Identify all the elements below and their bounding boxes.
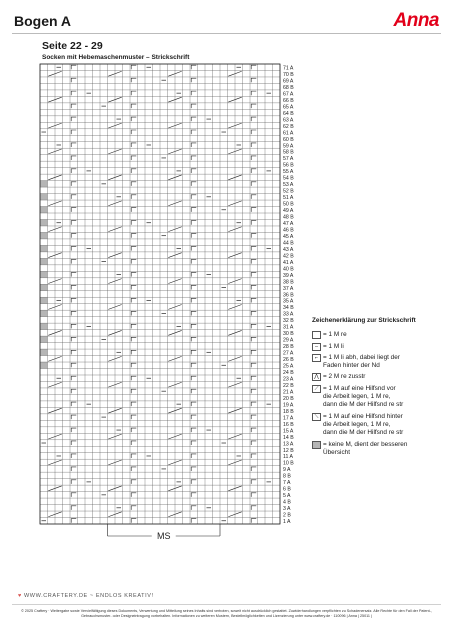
row-label: 67 A bbox=[283, 91, 294, 98]
row-label: 23 A bbox=[283, 376, 294, 383]
row-label: 9 A bbox=[283, 467, 291, 474]
legend-item bbox=[312, 441, 448, 458]
no-stitch-cell bbox=[40, 362, 48, 368]
legend-item bbox=[312, 373, 448, 381]
no-stitch-cell bbox=[40, 284, 48, 290]
row-label: 11 A bbox=[283, 454, 293, 461]
row-label: 42 B bbox=[283, 253, 294, 260]
section-title: Seite 22 - 29 bbox=[42, 40, 103, 52]
row-label: 59 A bbox=[283, 143, 294, 150]
legend-symbol-icon bbox=[312, 441, 321, 449]
row-label: 48 B bbox=[283, 214, 294, 221]
row-label: 3 A bbox=[283, 506, 291, 513]
legend-symbol-icon: – bbox=[312, 343, 321, 351]
legend-text: = 1 M auf eine Hilfsnd vor die Arbeit legen, 1 M re, dann die M der Hilfsnd re str bbox=[323, 384, 404, 409]
footer-divider bbox=[12, 604, 441, 605]
row-label: 22 B bbox=[283, 382, 294, 389]
no-stitch-cell bbox=[40, 194, 48, 200]
row-label: 27 A bbox=[283, 350, 294, 357]
legend-symbol-icon: ⌐ bbox=[312, 354, 321, 362]
legend-item bbox=[312, 413, 448, 438]
row-label: 38 B bbox=[283, 279, 294, 286]
row-label: 64 B bbox=[283, 110, 294, 117]
footer-slogan bbox=[18, 593, 154, 599]
row-label: 39 A bbox=[283, 272, 294, 279]
row-label: 57 A bbox=[283, 156, 294, 163]
row-label: 14 B bbox=[283, 434, 294, 441]
row-label: 35 A bbox=[283, 298, 294, 305]
row-label: 69 A bbox=[283, 78, 294, 85]
legend-text: = 1 M re bbox=[323, 331, 347, 339]
row-label: 63 A bbox=[283, 117, 294, 124]
legend-item bbox=[312, 385, 448, 410]
legend-item bbox=[312, 331, 448, 339]
row-label: 16 B bbox=[283, 421, 294, 428]
brand-logo: Anna bbox=[393, 10, 439, 31]
legend-text: = 2 M re zusstr bbox=[323, 373, 366, 381]
row-label: 61 A bbox=[283, 130, 294, 137]
row-label: 60 B bbox=[283, 136, 294, 143]
row-label: 26 B bbox=[283, 357, 294, 364]
page-title: Bogen A bbox=[14, 13, 72, 29]
footer-legal-text: © 2025 Craftery · Weitergabe sowie Vervielfältigung dieses Dokuments, Verwertung und Mitteilung seines Inhalts sind verboten, soweit nicht ausdrücklich gestattet. Zuwiderhandlungen verpflichten zu Schadenersatz. Alle Rechte für den Fall der Patent-, Gebrauchsmuster- oder Designeintragung vorbehalten. Informationen zu weiteren Mustern, Bestellmöglichkeiten und Lizenzierung unter www.craftery.de · 110096 | Anna | 25011 | bbox=[21, 609, 432, 618]
row-label: 55 A bbox=[283, 169, 294, 176]
row-label: 71 A bbox=[283, 65, 294, 72]
no-stitch-cell bbox=[40, 323, 48, 329]
legend-text: = 1 M li abh, dabei liegt der Faden hinter der Nd bbox=[323, 353, 400, 370]
legend-text: = 1 M auf eine Hilfsnd hinter die Arbeit legen, 1 M re, dann die M der Hilfsnd re str bbox=[323, 412, 404, 437]
row-label: 45 A bbox=[283, 233, 294, 240]
row-label: 6 B bbox=[283, 486, 291, 493]
row-label: 8 B bbox=[283, 473, 291, 480]
row-label: 10 B bbox=[283, 460, 294, 467]
legend-item bbox=[312, 343, 448, 351]
row-label: 50 B bbox=[283, 201, 294, 208]
row-label: 15 A bbox=[283, 428, 294, 435]
row-label: 5 A bbox=[283, 493, 291, 500]
row-label: 4 B bbox=[283, 499, 291, 506]
row-label: 62 B bbox=[283, 123, 294, 130]
legend-items bbox=[312, 331, 448, 457]
legend-symbol-icon: ⟋ bbox=[312, 385, 321, 393]
row-label: 58 B bbox=[283, 149, 294, 156]
legend-symbol-icon bbox=[312, 331, 321, 339]
repeat-label: MS bbox=[157, 531, 171, 541]
row-label: 21 A bbox=[283, 389, 294, 396]
no-stitch-cell bbox=[40, 349, 48, 355]
legend-text: = 1 M li bbox=[323, 342, 344, 350]
row-label: 19 A bbox=[283, 402, 294, 409]
row-label: 70 B bbox=[283, 71, 294, 78]
row-label: 36 B bbox=[283, 292, 294, 299]
row-label: 17 A bbox=[283, 415, 294, 422]
row-label: 41 A bbox=[283, 259, 294, 266]
no-stitch-cell bbox=[40, 219, 48, 225]
row-label: 49 A bbox=[283, 208, 294, 215]
no-stitch-cell bbox=[40, 207, 48, 213]
row-label: 51 A bbox=[283, 195, 294, 202]
row-label: 31 A bbox=[283, 324, 294, 331]
row-label: 1 A bbox=[283, 519, 291, 526]
row-label: 2 B bbox=[283, 512, 291, 519]
row-label: 18 B bbox=[283, 408, 294, 415]
no-stitch-cell bbox=[40, 245, 48, 251]
row-label: 20 B bbox=[283, 395, 294, 402]
no-stitch-cell bbox=[40, 336, 48, 342]
no-stitch-cell bbox=[40, 310, 48, 316]
row-label: 52 B bbox=[283, 188, 294, 195]
row-label: 25 A bbox=[283, 363, 294, 370]
row-label: 65 A bbox=[283, 104, 294, 111]
row-label: 32 B bbox=[283, 318, 294, 325]
row-label: 13 A bbox=[283, 441, 294, 448]
legend-text: = keine M, dient der besseren Übersicht bbox=[323, 440, 408, 456]
no-stitch-cell bbox=[40, 271, 48, 277]
row-label: 68 B bbox=[283, 84, 294, 91]
row-label: 56 B bbox=[283, 162, 294, 169]
row-label: 24 B bbox=[283, 370, 294, 377]
row-label: 47 A bbox=[283, 221, 294, 227]
row-label: 53 A bbox=[283, 182, 294, 189]
row-label: 66 B bbox=[283, 97, 294, 104]
row-label: 30 B bbox=[283, 331, 294, 338]
heart-icon: ♥ bbox=[18, 593, 24, 599]
row-label: 44 B bbox=[283, 240, 294, 247]
row-label: 46 B bbox=[283, 227, 294, 234]
row-label: 7 A bbox=[283, 480, 291, 487]
row-label: 29 A bbox=[283, 337, 294, 344]
no-stitch-cell bbox=[40, 258, 48, 264]
legend-symbol-icon: ⟍ bbox=[312, 413, 321, 421]
legend-title: Zeichenerklärung zur Strickschrift bbox=[312, 317, 416, 324]
row-label: 33 A bbox=[283, 311, 294, 318]
symbol-legend bbox=[312, 317, 448, 460]
no-stitch-cell bbox=[40, 181, 48, 187]
slogan-text: WWW.CRAFTERY.DE ~ ENDLOS KREATIV! bbox=[24, 593, 154, 599]
row-label: 54 B bbox=[283, 175, 294, 182]
row-label: 37 A bbox=[283, 285, 294, 292]
no-stitch-cell bbox=[40, 232, 48, 238]
no-stitch-cell bbox=[40, 297, 48, 303]
chart-subtitle: Socken mit Hebemaschenmuster – Strickschrift bbox=[42, 54, 190, 61]
legend-item bbox=[312, 354, 448, 371]
row-label: 28 B bbox=[283, 344, 294, 351]
row-label: 40 B bbox=[283, 266, 294, 273]
legend-symbol-icon: ⋀ bbox=[312, 373, 321, 381]
row-label: 34 B bbox=[283, 305, 294, 312]
row-label: 43 A bbox=[283, 246, 294, 253]
row-label: 12 B bbox=[283, 447, 294, 454]
